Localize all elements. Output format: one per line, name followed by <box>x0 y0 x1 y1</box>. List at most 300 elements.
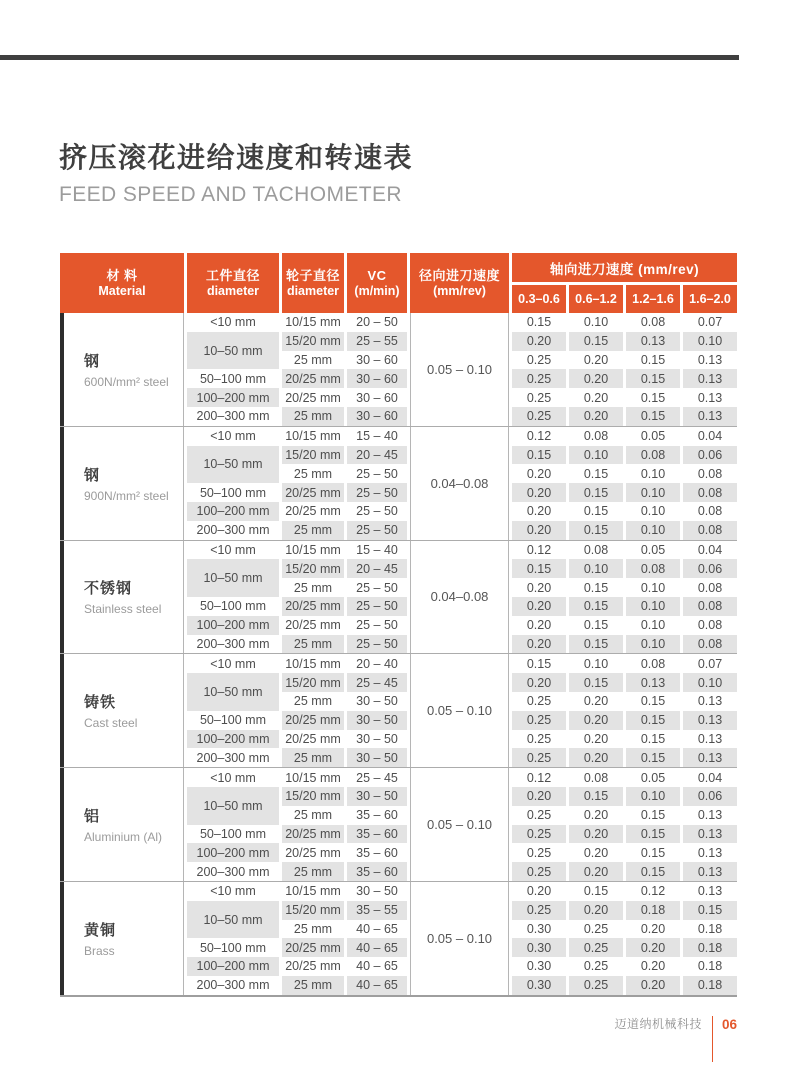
axial-value-cell: 0.13 <box>683 862 737 881</box>
axial-value-cell: 0.10 <box>569 446 623 465</box>
vc-cell: 30 – 50 <box>347 787 407 806</box>
wheel-cell: 25 mm <box>282 635 344 654</box>
vc-cell: 30 – 50 <box>356 731 398 746</box>
vc-cell: 20 – 40 <box>356 656 398 671</box>
wheel-cell: 10/15 mm <box>285 770 341 785</box>
axial-value-cell: 0.20 <box>583 390 609 405</box>
material-name-en: 900N/mm² steel <box>84 488 169 503</box>
material-name-en: Aluminium (Al) <box>84 830 163 845</box>
table-body <box>60 313 737 997</box>
axial-value-cell: 0.13 <box>683 825 737 844</box>
axial-value-cell: 0.25 <box>512 711 566 730</box>
axial-value-cell: 0.13 <box>683 369 737 388</box>
wheel-cell: 20/25 mm <box>282 938 344 957</box>
material-name-en: 600N/mm² steel <box>84 374 169 389</box>
material-cell <box>60 313 184 426</box>
axial-value-cell: 0.15 <box>626 369 680 388</box>
axial-value-cell: 0.15 <box>526 656 552 671</box>
axial-value-cell: 0.20 <box>512 483 566 502</box>
page-title-en: FEED SPEED AND TACHOMETER <box>59 183 402 206</box>
wheel-cell: 20/25 mm <box>282 825 344 844</box>
workpiece-cell: 200–300 mm <box>196 750 270 765</box>
header-radial-zh: 径向进刀速度 <box>418 267 500 283</box>
axial-value-cell: 0.20 <box>569 369 623 388</box>
wheel-cell: 20/25 mm <box>285 731 341 746</box>
footer-divider <box>712 1016 713 1062</box>
vc-cell: 30 – 60 <box>347 369 407 388</box>
material-cell <box>60 768 184 881</box>
workpiece-cell: 10–50 mm <box>187 559 279 597</box>
axial-value-cell: 0.15 <box>569 597 623 616</box>
axial-value-cell: 0.15 <box>583 580 609 595</box>
axial-value-cell: 0.20 <box>512 521 566 540</box>
wheel-cell: 25 mm <box>282 407 344 426</box>
axial-value-cell: 0.20 <box>640 959 666 974</box>
workpiece-cell: 50–100 mm <box>199 599 266 614</box>
axial-value-cell: 0.08 <box>697 504 723 519</box>
workpiece-cell: <10 mm <box>210 429 256 444</box>
axial-value-cell: 0.15 <box>569 787 623 806</box>
axial-value-cell: 0.15 <box>583 466 609 481</box>
axial-value-cell: 0.15 <box>640 694 666 709</box>
workpiece-cell: 100–200 mm <box>187 730 279 749</box>
wheel-cell: 25 mm <box>282 862 344 881</box>
axial-value-cell: 0.04 <box>697 429 723 444</box>
workpiece-cell: 50–100 mm <box>199 940 266 955</box>
axial-value-cell: 0.20 <box>640 921 666 936</box>
header-vc-line1: VC <box>367 267 387 283</box>
axial-value-cell: 0.15 <box>640 390 666 405</box>
axial-value-cell: 0.20 <box>583 694 609 709</box>
header-axial-range-3: 1.2–1.6 <box>626 285 680 313</box>
vc-cell: 25 – 50 <box>347 635 407 654</box>
axial-value-cell: 0.18 <box>626 901 680 920</box>
workpiece-cell: 200–300 mm <box>196 864 270 879</box>
vc-cell: 30 – 60 <box>356 352 398 367</box>
workpiece-cell: 50–100 mm <box>199 371 266 386</box>
wheel-cell: 20/25 mm <box>282 483 344 502</box>
radial-cell: 0.04–0.08 <box>410 541 509 654</box>
axial-value-cell: 0.25 <box>526 808 552 823</box>
vc-cell: 25 – 50 <box>356 618 398 633</box>
axial-value-cell: 0.20 <box>512 332 566 351</box>
radial-cell: 0.05 – 0.10 <box>410 654 509 767</box>
axial-value-cell: 0.13 <box>697 731 723 746</box>
vc-cell: 15 – 40 <box>356 542 398 557</box>
axial-value-cell: 0.12 <box>526 770 552 785</box>
workpiece-cell: <10 mm <box>210 656 256 671</box>
axial-value-cell: 0.08 <box>683 521 737 540</box>
axial-value-cell: 0.20 <box>512 787 566 806</box>
header-material-zh: 材 料 <box>106 267 138 283</box>
header-vc-line2: (m/min) <box>354 283 400 298</box>
table-header <box>60 253 737 313</box>
workpiece-cell: 10–50 mm <box>187 446 279 484</box>
vc-cell: 25 – 45 <box>356 770 398 785</box>
axial-value-cell: 0.15 <box>569 332 623 351</box>
axial-value-cell: 0.08 <box>683 483 737 502</box>
wheel-cell: 10/15 mm <box>285 542 341 557</box>
axial-value-cell: 0.10 <box>626 787 680 806</box>
wheel-cell: 25 mm <box>293 694 333 709</box>
axial-value-cell: 0.20 <box>583 352 609 367</box>
material-group <box>60 882 737 997</box>
axial-value-cell: 0.08 <box>626 559 680 578</box>
workpiece-cell: 10–50 mm <box>187 901 279 939</box>
wheel-cell: 25 mm <box>293 808 333 823</box>
radial-cell: 0.05 – 0.10 <box>410 768 509 881</box>
axial-value-cell: 0.30 <box>512 938 566 957</box>
axial-value-cell: 0.15 <box>583 884 609 899</box>
axial-value-cell: 0.10 <box>640 466 666 481</box>
vc-cell: 30 – 60 <box>356 390 398 405</box>
axial-value-cell: 0.13 <box>626 673 680 692</box>
axial-value-cell: 0.08 <box>697 618 723 633</box>
axial-value-cell: 0.13 <box>697 352 723 367</box>
material-cell <box>60 427 184 540</box>
axial-value-cell: 0.08 <box>683 597 737 616</box>
axial-value-cell: 0.06 <box>683 559 737 578</box>
axial-value-cell: 0.08 <box>697 580 723 595</box>
vc-cell: 25 – 50 <box>356 580 398 595</box>
axial-value-cell: 0.10 <box>626 597 680 616</box>
axial-value-cell: 0.15 <box>569 635 623 654</box>
axial-value-cell: 0.15 <box>583 618 609 633</box>
workpiece-cell: 200–300 mm <box>196 523 270 538</box>
wheel-cell: 20/25 mm <box>285 845 341 860</box>
material-name-en: Cast steel <box>84 716 138 731</box>
axial-value-cell: 0.12 <box>526 429 552 444</box>
axial-value-cell: 0.10 <box>583 315 609 330</box>
axial-value-cell: 0.25 <box>583 959 609 974</box>
header-workpiece-diameter <box>187 253 279 313</box>
axial-value-cell: 0.08 <box>683 635 737 654</box>
axial-value-cell: 0.07 <box>697 656 723 671</box>
axial-value-cell: 0.25 <box>526 694 552 709</box>
radial-cell: 0.05 – 0.10 <box>410 313 509 426</box>
axial-value-cell: 0.25 <box>512 825 566 844</box>
axial-value-cell: 0.20 <box>512 597 566 616</box>
workpiece-cell: <10 mm <box>210 884 256 899</box>
workpiece-cell: 50–100 mm <box>199 485 266 500</box>
axial-value-cell: 0.10 <box>683 673 737 692</box>
vc-cell: 25 – 55 <box>347 332 407 351</box>
axial-value-cell: 0.20 <box>569 711 623 730</box>
wheel-cell: 25 mm <box>293 352 333 367</box>
workpiece-cell: <10 mm <box>210 542 256 557</box>
page-title-zh: 挤压滚花进给速度和转速表 <box>59 142 414 173</box>
wheel-cell: 10/15 mm <box>285 884 341 899</box>
footer-company: 迈道纳机械科技 <box>614 1017 702 1031</box>
axial-value-cell: 0.15 <box>526 315 552 330</box>
wheel-cell: 25 mm <box>282 748 344 767</box>
axial-value-cell: 0.07 <box>697 315 723 330</box>
axial-value-cell: 0.08 <box>697 466 723 481</box>
workpiece-cell: <10 mm <box>210 315 256 330</box>
axial-value-cell: 0.15 <box>626 825 680 844</box>
axial-value-cell: 0.08 <box>583 429 609 444</box>
wheel-cell: 25 mm <box>282 976 344 995</box>
header-workpiece-en: diameter <box>206 283 260 298</box>
material-group <box>60 427 737 541</box>
material-name-zh: 钢 <box>84 352 101 370</box>
wheel-cell: 15/20 mm <box>282 332 344 351</box>
vc-cell: 25 – 50 <box>356 466 398 481</box>
axial-value-cell: 0.15 <box>626 748 680 767</box>
vc-cell: 35 – 55 <box>347 901 407 920</box>
axial-value-cell: 0.10 <box>683 332 737 351</box>
axial-value-cell: 0.20 <box>526 504 552 519</box>
axial-value-cell: 0.15 <box>569 673 623 692</box>
workpiece-cell: 50–100 mm <box>199 713 266 728</box>
material-name-zh: 铝 <box>84 808 101 826</box>
vc-cell: 20 – 50 <box>356 315 398 330</box>
axial-value-cell: 0.15 <box>626 862 680 881</box>
workpiece-cell: 100–200 mm <box>187 388 279 407</box>
wheel-cell: 25 mm <box>282 521 344 540</box>
axial-value-cell: 0.18 <box>683 938 737 957</box>
axial-value-cell: 0.10 <box>626 635 680 654</box>
axial-value-cell: 0.15 <box>583 504 609 519</box>
vc-cell: 30 – 50 <box>356 884 398 899</box>
vc-cell: 30 – 50 <box>356 694 398 709</box>
header-wheel-en: diameter <box>286 283 340 298</box>
axial-value-cell: 0.30 <box>512 976 566 995</box>
axial-value-cell: 0.20 <box>569 825 623 844</box>
vc-cell: 30 – 50 <box>347 748 407 767</box>
axial-value-cell: 0.20 <box>626 976 680 995</box>
wheel-cell: 20/25 mm <box>282 369 344 388</box>
axial-value-cell: 0.12 <box>640 884 666 899</box>
axial-value-cell: 0.20 <box>569 748 623 767</box>
axial-value-cell: 0.20 <box>569 901 623 920</box>
axial-value-cell: 0.15 <box>626 407 680 426</box>
feed-speed-table <box>60 253 737 997</box>
material-name-zh: 铸铁 <box>84 694 117 712</box>
wheel-cell: 20/25 mm <box>285 390 341 405</box>
axial-value-cell: 0.25 <box>526 845 552 860</box>
material-name-en: Brass <box>84 943 115 958</box>
axial-value-cell: 0.15 <box>569 483 623 502</box>
axial-value-cell: 0.20 <box>626 938 680 957</box>
axial-value-cell: 0.13 <box>683 407 737 426</box>
axial-value-cell: 0.04 <box>697 542 723 557</box>
radial-cell: 0.04–0.08 <box>410 427 509 540</box>
vc-cell: 20 – 45 <box>347 446 407 465</box>
vc-cell: 20 – 45 <box>347 559 407 578</box>
vc-cell: 25 – 50 <box>347 597 407 616</box>
axial-value-cell: 0.10 <box>569 559 623 578</box>
wheel-cell: 15/20 mm <box>282 446 344 465</box>
axial-value-cell: 0.13 <box>697 694 723 709</box>
wheel-cell: 15/20 mm <box>282 901 344 920</box>
axial-value-cell: 0.25 <box>583 921 609 936</box>
axial-value-cell: 0.20 <box>512 673 566 692</box>
material-group <box>60 313 737 427</box>
wheel-cell: 15/20 mm <box>282 673 344 692</box>
axial-value-cell: 0.18 <box>683 976 737 995</box>
radial-cell: 0.05 – 0.10 <box>410 882 509 995</box>
vc-cell: 15 – 40 <box>356 429 398 444</box>
vc-cell: 25 – 50 <box>347 483 407 502</box>
axial-value-cell: 0.13 <box>683 711 737 730</box>
workpiece-cell: 200–300 mm <box>196 978 270 993</box>
workpiece-cell: 10–50 mm <box>187 673 279 711</box>
axial-value-cell: 0.05 <box>640 770 666 785</box>
axial-value-cell: 0.13 <box>697 884 723 899</box>
vc-cell: 35 – 60 <box>356 845 398 860</box>
top-divider <box>0 55 739 60</box>
axial-value-cell: 0.25 <box>512 748 566 767</box>
header-radial-en: (mm/rev) <box>433 283 486 298</box>
axial-value-cell: 0.30 <box>526 959 552 974</box>
axial-value-cell: 0.25 <box>569 976 623 995</box>
header-wheel-zh: 轮子直径 <box>285 267 340 283</box>
axial-value-cell: 0.30 <box>526 921 552 936</box>
axial-value-cell: 0.13 <box>626 332 680 351</box>
axial-value-cell: 0.25 <box>512 369 566 388</box>
vc-cell: 35 – 60 <box>347 825 407 844</box>
axial-value-cell: 0.25 <box>526 390 552 405</box>
workpiece-cell: 10–50 mm <box>187 332 279 370</box>
header-axial-range-2: 0.6–1.2 <box>569 285 623 313</box>
axial-value-cell: 0.10 <box>640 504 666 519</box>
wheel-cell: 25 mm <box>293 921 333 936</box>
axial-value-cell: 0.08 <box>640 656 666 671</box>
axial-value-cell: 0.20 <box>526 618 552 633</box>
wheel-cell: 10/15 mm <box>285 429 341 444</box>
axial-value-cell: 0.12 <box>526 542 552 557</box>
wheel-cell: 25 mm <box>293 466 333 481</box>
axial-value-cell: 0.20 <box>569 407 623 426</box>
workpiece-cell: 100–200 mm <box>187 616 279 635</box>
wheel-cell: 20/25 mm <box>282 711 344 730</box>
vc-cell: 35 – 60 <box>356 808 398 823</box>
vc-cell: 25 – 50 <box>356 504 398 519</box>
axial-value-cell: 0.08 <box>583 542 609 557</box>
material-cell <box>60 882 184 995</box>
axial-value-cell: 0.20 <box>526 580 552 595</box>
material-name-zh: 钢 <box>84 466 101 484</box>
axial-value-cell: 0.15 <box>512 559 566 578</box>
material-cell <box>60 541 184 654</box>
axial-value-cell: 0.08 <box>583 770 609 785</box>
axial-value-cell: 0.20 <box>583 845 609 860</box>
vc-cell: 25 – 50 <box>347 521 407 540</box>
workpiece-cell: 200–300 mm <box>196 409 270 424</box>
axial-value-cell: 0.15 <box>569 521 623 540</box>
axial-value-cell: 0.18 <box>697 959 723 974</box>
material-name-zh: 不锈钢 <box>84 580 133 598</box>
axial-value-cell: 0.13 <box>697 845 723 860</box>
header-material <box>60 253 184 313</box>
header-workpiece-zh: 工件直径 <box>205 267 260 283</box>
material-name-en: Stainless steel <box>84 602 162 617</box>
axial-value-cell: 0.04 <box>697 770 723 785</box>
workpiece-cell: 200–300 mm <box>196 636 270 651</box>
axial-value-cell: 0.25 <box>512 901 566 920</box>
axial-value-cell: 0.25 <box>569 938 623 957</box>
axial-value-cell: 0.15 <box>512 446 566 465</box>
vc-cell: 40 – 65 <box>356 959 398 974</box>
vc-cell: 40 – 65 <box>347 938 407 957</box>
header-axial-feed: 轴向进刀速度 (mm/rev) <box>512 253 737 282</box>
page-title-block <box>59 136 413 207</box>
axial-value-cell: 0.15 <box>640 731 666 746</box>
wheel-cell: 20/25 mm <box>285 618 341 633</box>
wheel-cell: 15/20 mm <box>282 559 344 578</box>
wheel-cell: 20/25 mm <box>282 597 344 616</box>
wheel-cell: 20/25 mm <box>285 959 341 974</box>
header-axial-range-4: 1.6–2.0 <box>683 285 737 313</box>
wheel-cell: 15/20 mm <box>282 787 344 806</box>
axial-value-cell: 0.20 <box>526 466 552 481</box>
wheel-cell: 10/15 mm <box>285 315 341 330</box>
axial-value-cell: 0.08 <box>640 315 666 330</box>
material-group <box>60 768 737 882</box>
material-group <box>60 541 737 655</box>
material-group <box>60 654 737 768</box>
workpiece-cell: 100–200 mm <box>187 502 279 521</box>
axial-value-cell: 0.13 <box>697 390 723 405</box>
axial-value-cell: 0.25 <box>512 407 566 426</box>
axial-value-cell: 0.08 <box>626 446 680 465</box>
header-wheel-diameter <box>282 253 344 313</box>
workpiece-cell: <10 mm <box>210 770 256 785</box>
header-vc <box>347 253 407 313</box>
axial-value-cell: 0.15 <box>640 808 666 823</box>
axial-value-cell: 0.18 <box>697 921 723 936</box>
workpiece-cell: 100–200 mm <box>187 957 279 976</box>
wheel-cell: 25 mm <box>293 580 333 595</box>
axial-value-cell: 0.05 <box>640 542 666 557</box>
vc-cell: 40 – 65 <box>356 921 398 936</box>
vc-cell: 30 – 60 <box>347 407 407 426</box>
axial-value-cell: 0.10 <box>626 521 680 540</box>
axial-value-cell: 0.15 <box>683 901 737 920</box>
page-footer <box>614 1016 737 1062</box>
material-name-zh: 黄铜 <box>84 921 117 939</box>
axial-value-cell: 0.15 <box>640 352 666 367</box>
axial-value-cell: 0.10 <box>626 483 680 502</box>
header-axial-range-1: 0.3–0.6 <box>512 285 566 313</box>
header-radial-feed <box>410 253 509 313</box>
axial-value-cell: 0.25 <box>526 731 552 746</box>
workpiece-cell: 50–100 mm <box>199 826 266 841</box>
vc-cell: 30 – 50 <box>347 711 407 730</box>
axial-value-cell: 0.13 <box>697 808 723 823</box>
vc-cell: 35 – 60 <box>347 862 407 881</box>
axial-value-cell: 0.20 <box>569 862 623 881</box>
axial-value-cell: 0.13 <box>683 748 737 767</box>
axial-value-cell: 0.25 <box>526 352 552 367</box>
material-cell <box>60 654 184 767</box>
axial-value-cell: 0.20 <box>526 884 552 899</box>
wheel-cell: 10/15 mm <box>285 656 341 671</box>
axial-value-cell: 0.20 <box>512 635 566 654</box>
axial-value-cell: 0.15 <box>640 845 666 860</box>
workpiece-cell: 10–50 mm <box>187 787 279 825</box>
vc-cell: 25 – 45 <box>347 673 407 692</box>
axial-value-cell: 0.05 <box>640 429 666 444</box>
workpiece-cell: 100–200 mm <box>187 843 279 862</box>
axial-value-cell: 0.06 <box>683 446 737 465</box>
wheel-cell: 20/25 mm <box>285 504 341 519</box>
axial-value-cell: 0.10 <box>640 618 666 633</box>
axial-value-cell: 0.10 <box>640 580 666 595</box>
axial-value-cell: 0.20 <box>583 731 609 746</box>
axial-value-cell: 0.15 <box>626 711 680 730</box>
